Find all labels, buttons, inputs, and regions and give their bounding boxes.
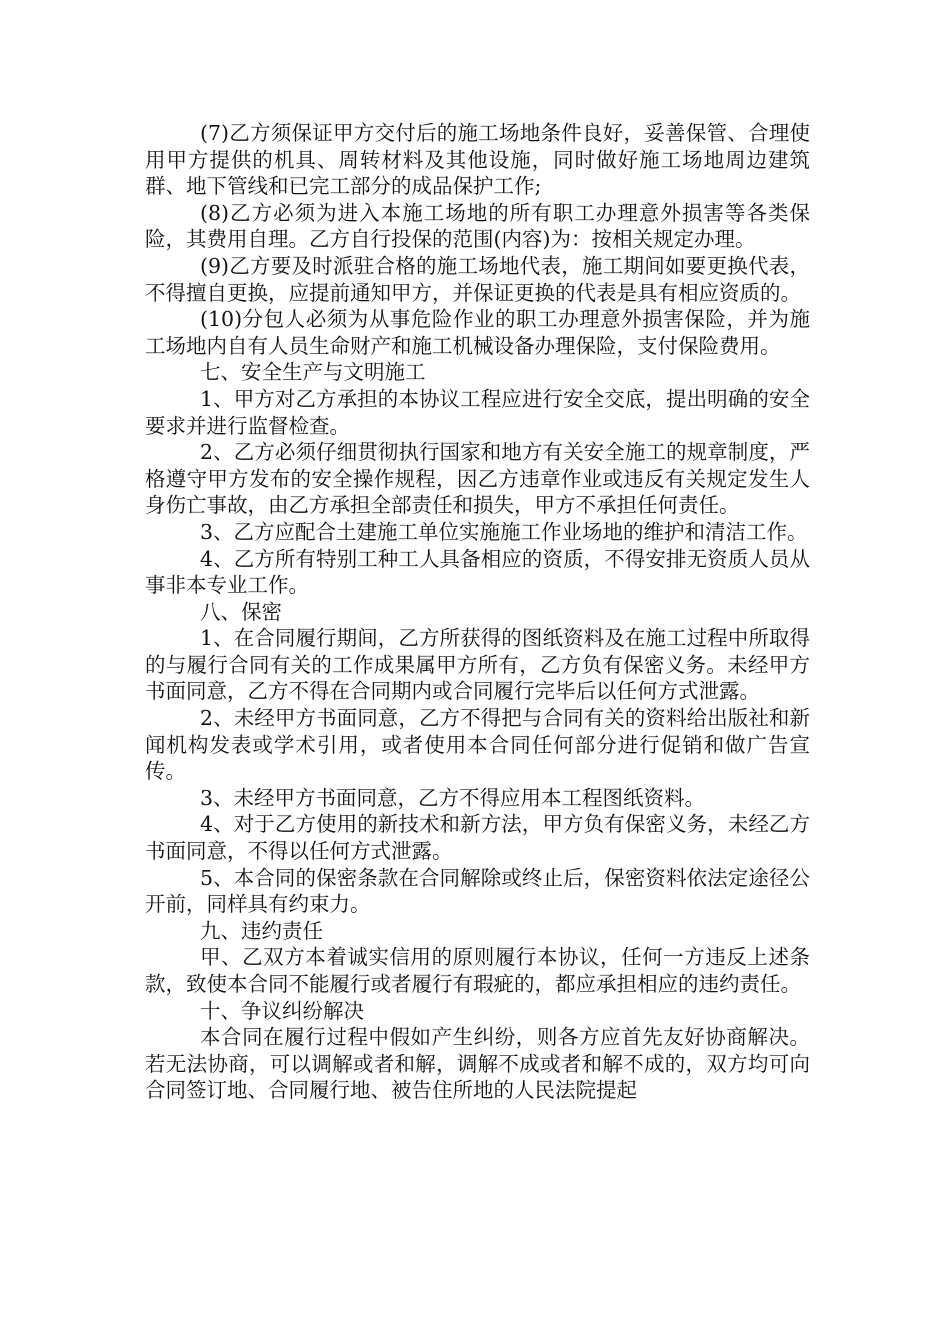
safety-item-2: 2、乙方必须仔细贯彻执行国家和地方有关安全施工的规章制度，严格遵守甲方发布的安全操作规程，因乙方违章作业或违反有关规定发生人身伤亡事故，由乙方承担全部责任和损失，甲方不承担任何责任。	[145, 440, 810, 518]
section-heading-dispute: 十、争议纠纷解决	[200, 998, 364, 1023]
confidentiality-item-5: 5、本合同的保密条款在合同解除或终止后，保密资料依法定途径公开前，同样具有约束力。	[145, 865, 810, 917]
document-body	[145, 120, 810, 1104]
safety-item-3: 3、乙方应配合土建施工单位实施施工作业场地的维护和清洁工作。	[200, 519, 808, 544]
clause-8: (8)乙方必须为进入本施工场地的所有职工办理意外损害等各类保险，其费用自理。乙方自行投保的范围(内容)为：按相关规定办理。	[145, 200, 810, 252]
section-heading-safety: 七、安全生产与文明施工	[200, 360, 426, 385]
confidentiality-item-1: 1、在合同履行期间，乙方所获得的图纸资料及在施工过程中所取得的与履行合同有关的工作成果属甲方所有，乙方负有保密义务。未经甲方书面同意，乙方不得在合同期内或合同履行完毕后以任何方式泄露。	[145, 626, 810, 704]
safety-item-1: 1、甲方对乙方承担的本协议工程应进行安全交底，提出明确的安全要求并进行监督检查。	[145, 386, 810, 438]
liability-paragraph: 甲、乙双方本着诚实信用的原则履行本协议，任何一方违反上述条款，致使本合同不能履行或者履行有瑕疵的，都应承担相应的违约责任。	[145, 945, 810, 996]
section-heading-confidentiality: 八、保密	[200, 599, 282, 624]
section-heading-liability: 九、违约责任	[200, 918, 323, 943]
safety-item-4: 4、乙方所有特别工种工人具备相应的资质，不得安排无资质人员从事非本专业工作。	[145, 546, 810, 598]
clause-7: (7)乙方须保证甲方交付后的施工场地条件良好，妥善保管、合理使用甲方提供的机具、周转材料及其他设施，同时做好施工场地周边建筑群、地下管线和已完工部分的成品保护工作;	[145, 121, 810, 199]
clause-10: (10)分包人必须为从事危险作业的职工办理意外损害保险，并为施工场地内自有人员生命财产和施工机械设备办理保险，支付保险费用。	[145, 307, 810, 358]
confidentiality-item-3: 3、未经甲方书面同意，乙方不得应用本工程图纸资料。	[200, 785, 706, 810]
dispute-paragraph: 本合同在履行过程中假如产生纠纷，则各方应首先友好协商解决。若无法协商，可以调解或者和解，调解不成或者和解不成的，双方均可向合同签订地、合同履行地、被告住所地的人民法院提起	[145, 1025, 810, 1103]
confidentiality-item-4: 4、对于乙方使用的新技术和新方法，甲方负有保密义务，未经乙方书面同意，不得以任何方式泄露。	[145, 812, 810, 864]
clause-9: (9)乙方要及时派驻合格的施工场地代表，施工期间如要更换代表，不得擅自更换，应提前通知甲方，并保证更换的代表是具有相应资质的。	[145, 253, 810, 305]
confidentiality-item-2: 2、未经甲方书面同意，乙方不得把与合同有关的资料给出版社和新闻机构发表或学术引用，或者使用本合同任何部分进行促销和做广告宣传。	[145, 706, 810, 784]
